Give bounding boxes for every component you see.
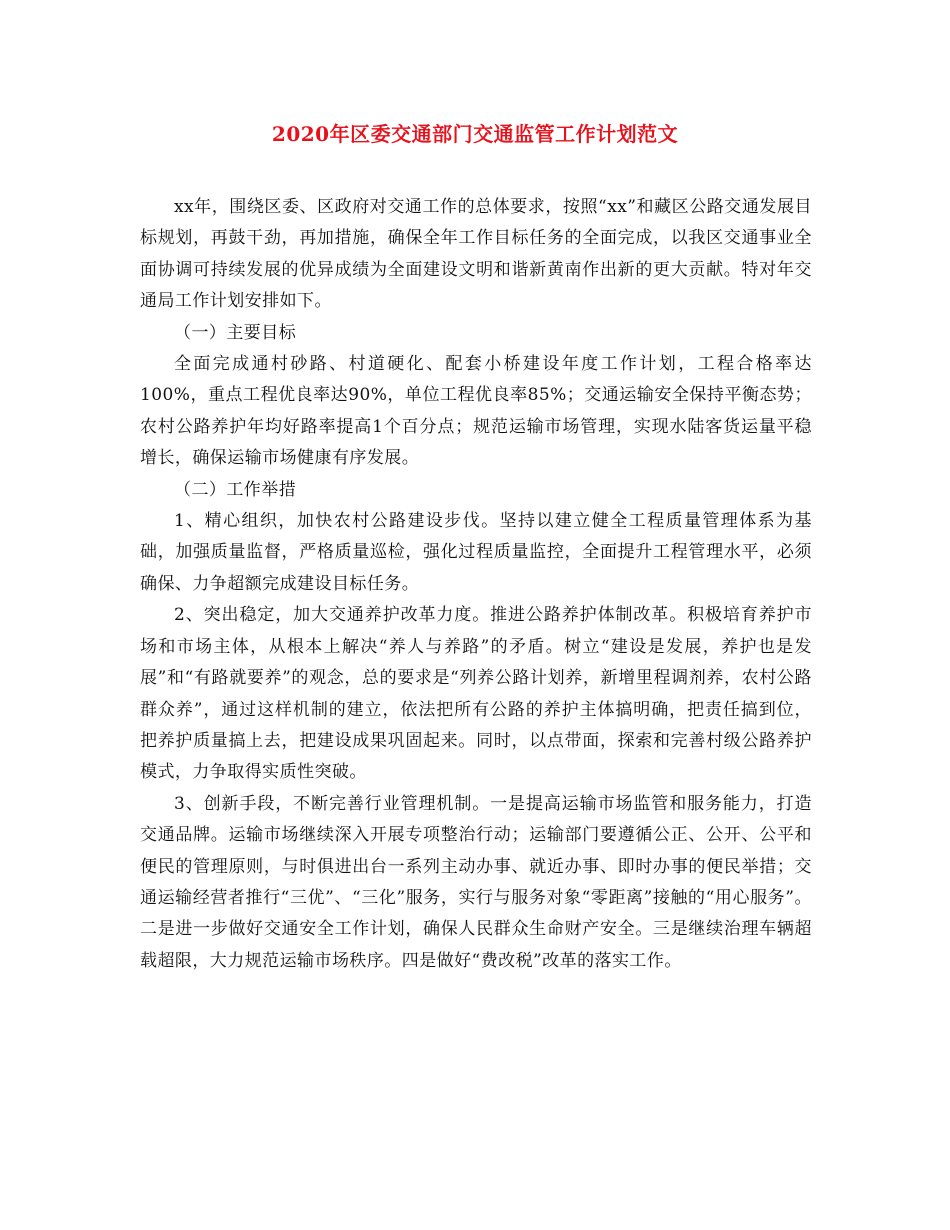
main-goals-paragraph: 全面完成通村砂路、村道硬化、配套小桥建设年度工作计划，工程合格率达100%，重点工程优良率达90%，单位工程优良率85%；交通运输安全保持平衡态势；农村公路养护年均好路率提高1个百分点；规范运输市场管理，实现水陆客货运量平稳增长，确保运输市场健康有序发展。 [140, 354, 812, 469]
section-heading-main-goals: （一）主要目标 [174, 322, 297, 343]
section-heading-work-measures: （二）工作举措 [174, 479, 297, 500]
measure-paragraph-1: 1、精心组织，加快农村公路建设步伐。坚持以建立健全工程质量管理体系为基础，加强质量监督，严格质量巡检，强化过程质量监控，全面提升工程管理水平，必须确保、力争超额完成建设目标任务。 [140, 511, 812, 594]
measure-paragraph-3: 3、创新手段，不断完善行业管理机制。一是提高运输市场监管和服务能力，打造交通品牌。运输市场继续深入开展专项整治行动；运输部门要遵循公正、公开、公平和便民的管理原则，与时俱进出台一系列主动办事、就近办事、即时办事的便民举措；交通运输经营者推行“三优”、“三化”服务，实行与服务对象“零距离”接触的“用心服务”。二是进一步做好交通安全工作计划，确保人民群众生命财产安全。三是继续治理车辆超载超限，大力规范运输市场秩序。四是做好“费改税”改革的落实工作。 [140, 793, 812, 971]
intro-paragraph: xx年，围绕区委、区政府对交通工作的总体要求，按照“xx”和藏区公路交通发展目标规划，再鼓干劲，再加措施，确保全年工作目标任务的全面完成，以我区交通事业全面协调可持续发展的优异成绩为全面建设文明和谐新黄南作出新的更大贡献。特对年交通局工作计划安排如下。 [140, 197, 812, 312]
measure-paragraph-2: 2、突出稳定，加大交通养护改革力度。推进公路养护体制改革。积极培育养护市场和市场主体，从根本上解决“养人与养路”的矛盾。树立“建设是发展，养护也是发展”和“有路就要养”的观念，总的要求是“列养公路计划养，新增里程调剂养，农村公路群众养”，通过这样机制的建立，依法把所有公路的养护主体搞明确，把责任搞到位，把养护质量搞上去，把建设成果巩固起来。同时，以点带面，探索和完善村级公路养护模式，力争取得实质性突破。 [140, 605, 812, 783]
document-title: 2020年区委交通部门交通监管工作计划范文 [271, 122, 679, 146]
document-body [140, 192, 812, 977]
